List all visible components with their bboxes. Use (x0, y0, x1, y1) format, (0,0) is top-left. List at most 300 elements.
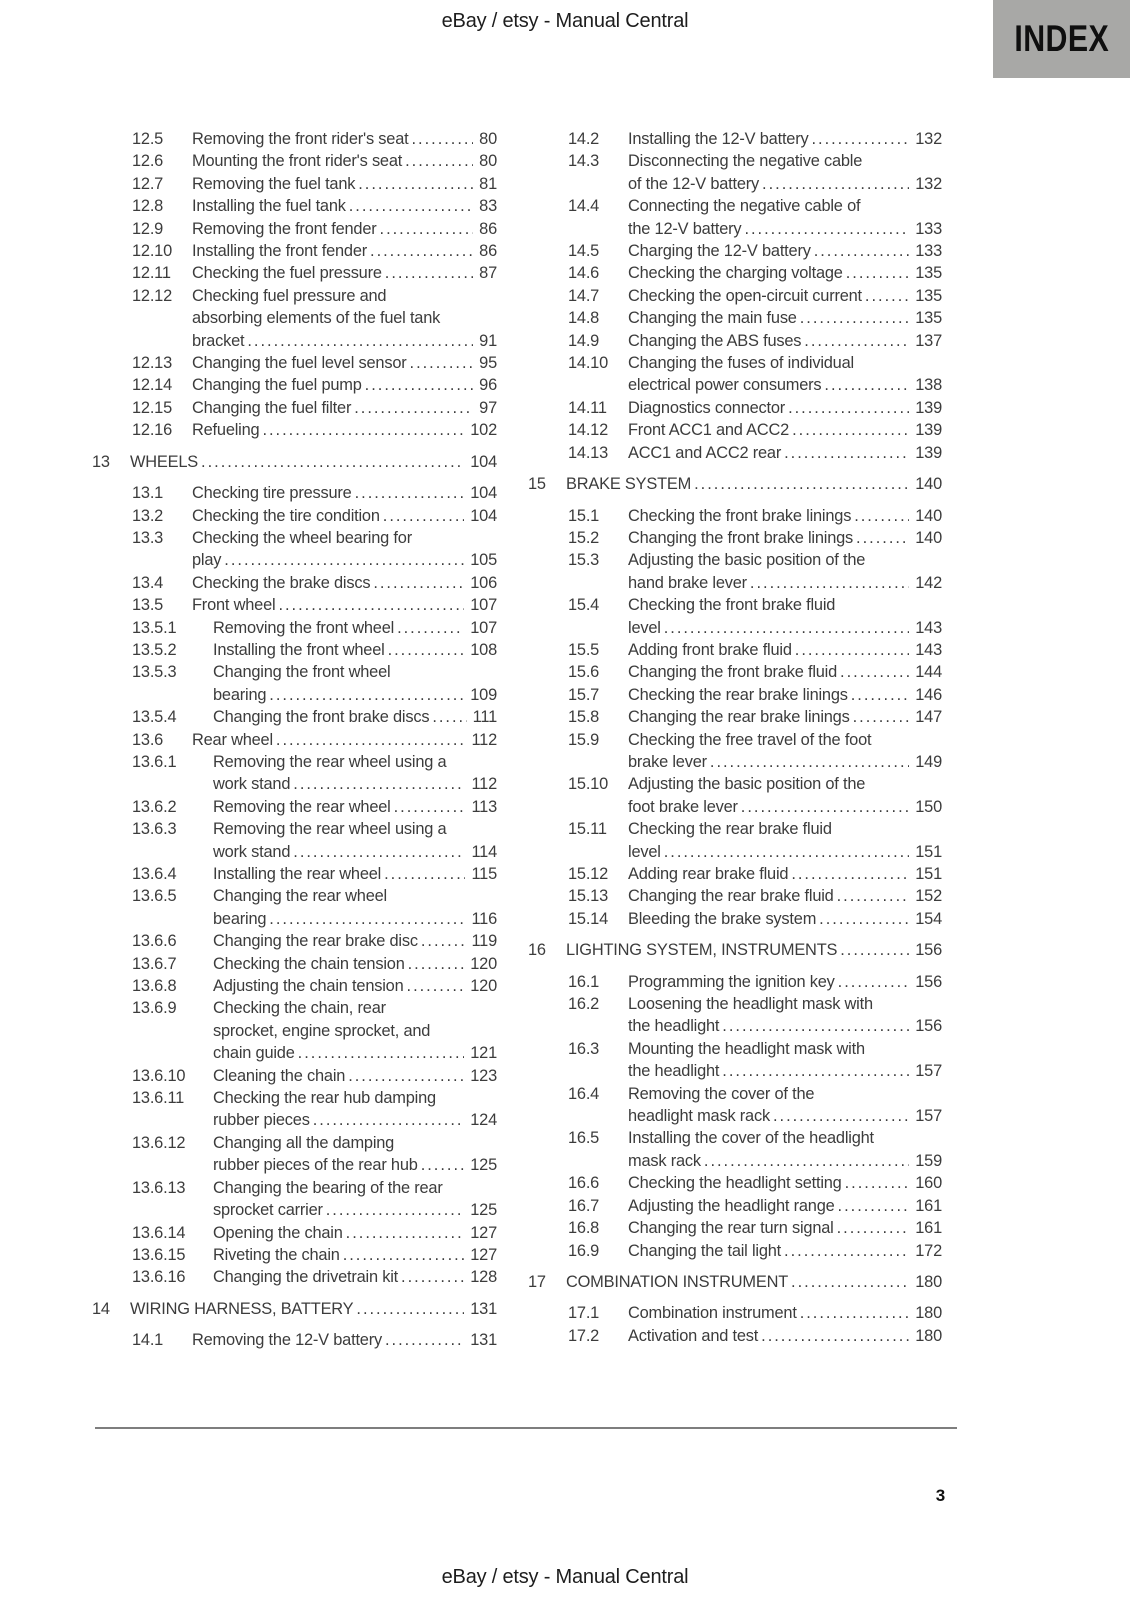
toc-entry-body (213, 1222, 497, 1244)
toc-entry-body (628, 863, 942, 885)
toc-entry-last-line (628, 706, 942, 728)
toc-entry-last-line (192, 549, 497, 571)
toc-entry-body (628, 442, 942, 464)
toc-entry-last-line (628, 863, 942, 885)
toc-entry (528, 1172, 942, 1194)
toc-entry-page: 142 (915, 573, 942, 592)
toc-entry-number: 13.6.16 (132, 1268, 186, 1287)
toc-entry-page: 140 (915, 528, 942, 547)
toc-entry (528, 442, 942, 464)
toc-entry-body (628, 1172, 942, 1194)
toc-entry-last-line (192, 482, 497, 504)
toc-entry-title: Checking the headlight setting (628, 1174, 842, 1193)
toc-entry-title-line: sprocket, engine sprocket, and (213, 1021, 431, 1040)
toc-entry-last-line (213, 1266, 497, 1288)
toc-entry (92, 374, 497, 396)
toc-entry-body (192, 218, 497, 240)
toc-entry-title: Changing the main fuse (628, 309, 797, 328)
toc-entry-number: 15.11 (568, 820, 607, 839)
toc-entry-number: 15.1 (568, 506, 600, 525)
toc-entry-last-line (628, 307, 942, 329)
toc-entry-last-line (566, 473, 942, 495)
toc-entry-page: 112 (471, 730, 497, 749)
toc-entry-number: 12.13 (132, 354, 173, 373)
toc-entry-body (628, 549, 942, 594)
toc-entry-last-line (628, 285, 942, 307)
toc-entry-page: 172 (915, 1241, 942, 1260)
dot-leader (750, 572, 909, 594)
toc-entry-last-line (628, 1302, 942, 1324)
toc-entry-body (628, 729, 942, 774)
toc-entry-page: 180 (915, 1304, 942, 1323)
toc-entry-number: 15 (528, 475, 546, 494)
toc-entry-body (628, 885, 942, 907)
toc-entry-last-line (628, 1015, 942, 1037)
toc-entry-last-line (213, 908, 497, 930)
toc-entry-title: bracket (192, 331, 245, 350)
dot-leader (346, 1222, 465, 1244)
toc-entry-page: 139 (915, 398, 942, 417)
toc-entry-number: 13.6.6 (132, 932, 177, 951)
toc-entry-title: LIGHTING SYSTEM, INSTRUMENTS (566, 941, 838, 960)
toc-entry-last-line (213, 1154, 497, 1176)
toc-entry-number: 16 (528, 941, 546, 960)
toc-entry-last-line (192, 218, 497, 240)
toc-entry-body (628, 908, 942, 930)
toc-entry (92, 594, 497, 616)
toc-entry-page: 180 (915, 1326, 942, 1345)
toc-entry-last-line (628, 841, 942, 863)
toc-entry-title: Checking the fuel pressure (192, 264, 382, 283)
dot-leader (397, 617, 464, 639)
dot-leader (276, 729, 466, 751)
toc-entry (92, 173, 497, 195)
dot-leader (373, 572, 464, 594)
toc-entry-title-line: Checking fuel pressure and (192, 286, 387, 305)
toc-entry-body (628, 1127, 942, 1172)
dot-leader (411, 128, 473, 150)
toc-entry-number: 16.6 (568, 1174, 600, 1193)
toc-entry-page: 105 (470, 551, 497, 570)
dot-leader (722, 1060, 909, 1082)
toc-entry-title-line: absorbing elements of the fuel tank (192, 309, 441, 328)
toc-entry-number: 12.5 (132, 130, 164, 148)
toc-entry-page: 80 (479, 152, 497, 171)
toc-entry-last-line (628, 374, 942, 396)
toc-entry-body (628, 971, 942, 993)
toc-entry-number: 12.11 (132, 264, 171, 283)
dot-leader (401, 1266, 464, 1288)
toc-entry-body (213, 885, 497, 930)
toc-entry-page: 107 (470, 596, 497, 615)
toc-entry-number: 14 (92, 1299, 110, 1318)
toc-entry-number: 15.3 (568, 551, 600, 570)
dot-leader (800, 1302, 910, 1324)
toc-entry (92, 863, 497, 885)
dot-leader (837, 885, 910, 907)
toc-entry-number: 16.5 (568, 1129, 600, 1148)
toc-entry-body (566, 473, 942, 495)
dot-leader (421, 1154, 465, 1176)
toc-entry-page: 157 (915, 1107, 942, 1126)
toc-entry (92, 285, 497, 352)
toc-entry-page: 137 (915, 331, 942, 350)
toc-entry-title: Front wheel (192, 596, 276, 615)
toc-entry-number: 16.3 (568, 1039, 600, 1058)
toc-entry-page: 81 (479, 174, 497, 193)
toc-entry-page: 120 (470, 954, 497, 973)
dot-leader (394, 796, 466, 818)
toc-entry-page: 133 (915, 242, 942, 261)
toc-entry-number: 13.6.12 (132, 1133, 186, 1152)
toc-entry-body (213, 818, 497, 863)
toc-entry-body (628, 661, 942, 683)
toc-entry (92, 997, 497, 1064)
toc-entry-title: level (628, 842, 661, 861)
toc-entry-number: 13.6 (132, 730, 164, 749)
dot-leader (784, 1240, 909, 1262)
toc-entry-title: Removing the front wheel (213, 618, 395, 637)
toc-entry (92, 482, 497, 504)
toc-chapter-entry (528, 1271, 942, 1293)
toc-entry-body (213, 1177, 497, 1222)
toc-entry-page: 121 (470, 1044, 497, 1063)
toc-entry-title-line: Adjusting the basic position of the (628, 775, 866, 794)
toc-entry-page: 119 (471, 932, 497, 951)
toc-entry-number: 17.2 (568, 1326, 600, 1345)
toc-entry-page: 180 (915, 1272, 942, 1291)
toc-entry-page: 131 (470, 1331, 497, 1350)
toc-entry-title: Changing the rear turn signal (628, 1219, 834, 1238)
dot-leader (410, 352, 474, 374)
toc-entry-title: Opening the chain (213, 1223, 343, 1242)
toc-entry-body (628, 285, 942, 307)
toc-entry-body (213, 751, 497, 796)
toc-entry (528, 684, 942, 706)
dot-leader (838, 971, 910, 993)
toc-entry-title: BRAKE SYSTEM (566, 475, 692, 494)
toc-entry (528, 1325, 942, 1347)
toc-entry-last-line (192, 374, 497, 396)
toc-entry-body (213, 796, 497, 818)
toc-entry-body (628, 330, 942, 352)
dot-leader (408, 953, 465, 975)
toc-entry-page: 127 (470, 1245, 497, 1264)
dot-leader (407, 975, 465, 997)
toc-entry-body (192, 572, 497, 594)
toc-entry-body (628, 419, 942, 441)
toc-entry (528, 1302, 942, 1324)
toc-right-column (528, 128, 942, 1347)
toc-entry-body (628, 1217, 942, 1239)
toc-entry-title: Changing the rear brake linings (628, 708, 850, 727)
toc-entry-page: 83 (479, 197, 497, 216)
toc-entry-title: work stand (213, 842, 291, 861)
toc-entry-last-line (192, 173, 497, 195)
toc-entry-number: 13.5.1 (132, 618, 177, 637)
toc-entry-page: 104 (470, 452, 497, 471)
toc-entry-body (213, 863, 497, 885)
toc-entry-page: 106 (470, 573, 497, 592)
toc-entry-number: 14.10 (568, 354, 609, 373)
toc-entry-last-line (130, 451, 497, 473)
toc-entry-page: 138 (915, 376, 942, 395)
toc-entry-title: Changing the front brake discs (213, 708, 430, 727)
toc-entry-body (192, 397, 497, 419)
toc-entry-title: of the 12-V battery (628, 174, 760, 193)
toc-entry-last-line (213, 863, 497, 885)
dot-leader (792, 419, 909, 441)
toc-entry-body (628, 505, 942, 527)
toc-entry (92, 397, 497, 419)
toc-entry-body (192, 173, 497, 195)
toc-entry-page: 123 (470, 1066, 497, 1085)
toc-entry (528, 1083, 942, 1128)
toc-entry-page: 97 (479, 398, 497, 417)
toc-entry-number: 13.6.8 (132, 977, 177, 996)
toc-entry-number: 13.5.4 (132, 708, 177, 727)
toc-entry-page: 135 (915, 264, 942, 283)
toc-entry-title: Checking the rear brake linings (628, 685, 848, 704)
toc-entry (528, 639, 942, 661)
dot-leader (761, 1325, 909, 1347)
toc-entry-last-line (628, 1060, 942, 1082)
toc-entry-body (192, 262, 497, 284)
toc-entry-number: 13.2 (132, 506, 164, 525)
toc-entry-title: Adjusting the headlight range (628, 1196, 835, 1215)
toc-entry-body (628, 1038, 942, 1083)
toc-entry (528, 352, 942, 397)
toc-entry-last-line (192, 594, 497, 616)
toc-entry-title: Changing the front brake linings (628, 528, 854, 547)
toc-entry-page: 113 (471, 797, 497, 816)
toc-entry-title-line: Adjusting the basic position of the (628, 551, 866, 570)
toc-entry-page: 111 (472, 708, 497, 727)
toc-entry-last-line (628, 218, 942, 240)
toc-entry-body (566, 1271, 942, 1293)
dot-leader (354, 397, 473, 419)
toc-entry-number: 14.3 (568, 152, 600, 171)
toc-entry-title: Installing the front fender (192, 242, 368, 261)
toc-entry-title-line: Disconnecting the negative cable (628, 152, 863, 171)
dot-leader (838, 1195, 910, 1217)
toc-entry-title: Changing the front brake fluid (628, 663, 838, 682)
toc-entry (528, 419, 942, 441)
toc-entry-title: Checking the tire condition (192, 506, 380, 525)
dot-leader (840, 939, 909, 961)
toc-entry-number: 12.6 (132, 152, 164, 171)
toc-entry-page: 135 (915, 309, 942, 328)
toc-entry (92, 885, 497, 930)
toc-entry-title: foot brake lever (628, 797, 738, 816)
toc-entry-title-line: Checking the wheel bearing for (192, 528, 412, 547)
toc-entry (528, 594, 942, 639)
toc-entry-title: Checking the chain tension (213, 954, 405, 973)
dot-leader (385, 1329, 464, 1351)
toc-entry-last-line (628, 885, 942, 907)
toc-entry-last-line (213, 706, 497, 728)
toc-entry-page: 132 (915, 130, 942, 148)
toc-entry-title: COMBINATION INSTRUMENT (566, 1272, 789, 1291)
dot-leader (278, 594, 464, 616)
toc-entry-page: 140 (915, 506, 942, 525)
toc-entry-title: headlight mask rack (628, 1107, 770, 1126)
toc-entry (528, 1127, 942, 1172)
toc-entry-body (628, 262, 942, 284)
toc-entry-body (628, 1083, 942, 1128)
toc-entry-last-line (628, 262, 942, 284)
toc-entry-page: 132 (915, 174, 942, 193)
dot-leader (846, 262, 910, 284)
dot-leader (355, 482, 465, 504)
dot-leader (824, 374, 909, 396)
toc-entry (92, 930, 497, 952)
toc-entry-body (628, 1195, 942, 1217)
toc-entry-title: electrical power consumers (628, 376, 822, 395)
toc-entry-number: 14.5 (568, 242, 600, 261)
toc-entry-title-line: Changing the bearing of the rear (213, 1178, 443, 1197)
toc-entry-number: 13.4 (132, 573, 164, 592)
toc-entry-title: Changing the fuel level sensor (192, 354, 407, 373)
dot-leader (741, 796, 909, 818)
toc-entry-number: 15.9 (568, 730, 600, 749)
toc-entry-body (213, 1087, 497, 1132)
toc-entry-last-line (192, 397, 497, 419)
toc-entry-page: 120 (470, 977, 497, 996)
toc-entry-title: chain guide (213, 1044, 295, 1063)
toc-entry-page: 131 (470, 1299, 497, 1318)
toc-entry-last-line (192, 262, 497, 284)
toc-entry-body (192, 195, 497, 217)
toc-entry-title: play (192, 551, 222, 570)
toc-entry-body (213, 617, 497, 639)
toc-entry-last-line (213, 1065, 497, 1087)
toc-entry-title: Programming the ignition key (628, 972, 835, 991)
toc-entry-title: Rear wheel (192, 730, 273, 749)
toc-entry-page: 151 (915, 865, 942, 883)
toc-entry (92, 661, 497, 706)
toc-entry-body (192, 240, 497, 262)
toc-entry-page: 104 (470, 484, 497, 503)
dot-leader (365, 374, 474, 396)
toc-entry-title: Installing the rear wheel (213, 865, 382, 883)
toc-entry-last-line (192, 419, 497, 441)
toc-entry-last-line (628, 1217, 942, 1239)
toc-entry (528, 1195, 942, 1217)
toc-entry (528, 971, 942, 993)
dot-leader (856, 527, 909, 549)
toc-entry (92, 419, 497, 441)
toc-entry-title: level (628, 618, 661, 637)
toc-entry-page: 114 (471, 842, 497, 861)
toc-entry-title: Combination instrument (628, 1304, 797, 1323)
toc-entry-last-line (628, 908, 942, 930)
dot-leader (293, 773, 465, 795)
toc-entry (92, 1132, 497, 1177)
dot-leader (326, 1199, 465, 1221)
toc-entry (92, 729, 497, 751)
dot-leader (384, 863, 465, 885)
toc-entry-page: 87 (479, 264, 497, 283)
toc-entry-title: ACC1 and ACC2 rear (628, 443, 782, 462)
dot-leader (795, 639, 909, 661)
toc-entry-last-line (628, 1172, 942, 1194)
toc-entry (92, 617, 497, 639)
toc-entry-body (628, 818, 942, 863)
dot-leader (269, 908, 465, 930)
toc-entry-page: 152 (915, 887, 942, 906)
toc-entry-number: 13.6.3 (132, 820, 177, 839)
dot-leader (840, 661, 909, 683)
toc-entry-number: 15.4 (568, 596, 600, 615)
toc-entry-page: 150 (915, 797, 942, 816)
index-tab-label: INDEX (1014, 18, 1109, 59)
toc-entry-body (192, 150, 497, 172)
toc-entry-last-line (566, 939, 942, 961)
toc-left-column (92, 128, 497, 1352)
toc-entry-number: 16.9 (568, 1241, 600, 1260)
toc-entry-title-line: Connecting the negative cable of (628, 197, 861, 216)
toc-entry-body (213, 997, 497, 1064)
dot-leader (788, 397, 909, 419)
toc-entry (92, 796, 497, 818)
dot-leader (811, 128, 909, 150)
toc-entry-number: 13.6.1 (132, 752, 177, 771)
toc-entry-page: 128 (470, 1268, 497, 1287)
toc-entry-title-line: Removing the rear wheel using a (213, 820, 447, 839)
toc-entry-title: Changing the rear brake fluid (628, 887, 834, 906)
toc-entry-last-line (213, 1222, 497, 1244)
toc-entry-body (628, 706, 942, 728)
dot-leader (791, 863, 909, 885)
toc-entry-title-line: Changing the rear wheel (213, 887, 387, 906)
toc-entry-title: the 12-V battery (628, 219, 742, 238)
toc-entry-body (192, 729, 497, 751)
toc-entry-last-line (628, 1105, 942, 1127)
toc-entry-title: WIRING HARNESS, BATTERY (130, 1299, 354, 1318)
toc-entry (92, 527, 497, 572)
toc-entry-last-line (628, 330, 942, 352)
toc-entry-body (628, 240, 942, 262)
toc-entry-title: Changing the ABS fuses (628, 331, 802, 350)
toc-entry (92, 240, 497, 262)
toc-entry-last-line (213, 1109, 497, 1131)
toc-entry (92, 706, 497, 728)
toc-entry-title-line: Checking the front brake fluid (628, 596, 836, 615)
toc-entry (92, 352, 497, 374)
toc-entry (528, 549, 942, 594)
toc-entry-title: Checking the brake discs (192, 573, 371, 592)
toc-entry-title-line: Loosening the headlight mask with (628, 995, 873, 1014)
toc-entry-number: 12.16 (132, 421, 173, 440)
toc-entry-number: 13.6.11 (132, 1089, 185, 1108)
toc-entry-number: 12.12 (132, 286, 173, 305)
header-title: eBay / etsy - Manual Central (441, 10, 689, 32)
toc-entry (92, 639, 497, 661)
toc-entry-number: 12.9 (132, 219, 164, 238)
toc-entry-title: Charging the 12-V battery (628, 242, 811, 261)
toc-entry-number: 15.5 (568, 640, 600, 659)
toc-entry-last-line (628, 128, 942, 150)
toc-entry-title: sprocket carrier (213, 1201, 323, 1220)
toc-entry-number: 13.1 (132, 484, 164, 503)
toc-entry-page: 156 (915, 941, 942, 960)
toc-entry (528, 240, 942, 262)
toc-entry-title: Adjusting the chain tension (213, 977, 404, 996)
toc-entry-body (213, 953, 497, 975)
toc-entry-number: 15.8 (568, 708, 600, 727)
toc-entry (528, 773, 942, 818)
